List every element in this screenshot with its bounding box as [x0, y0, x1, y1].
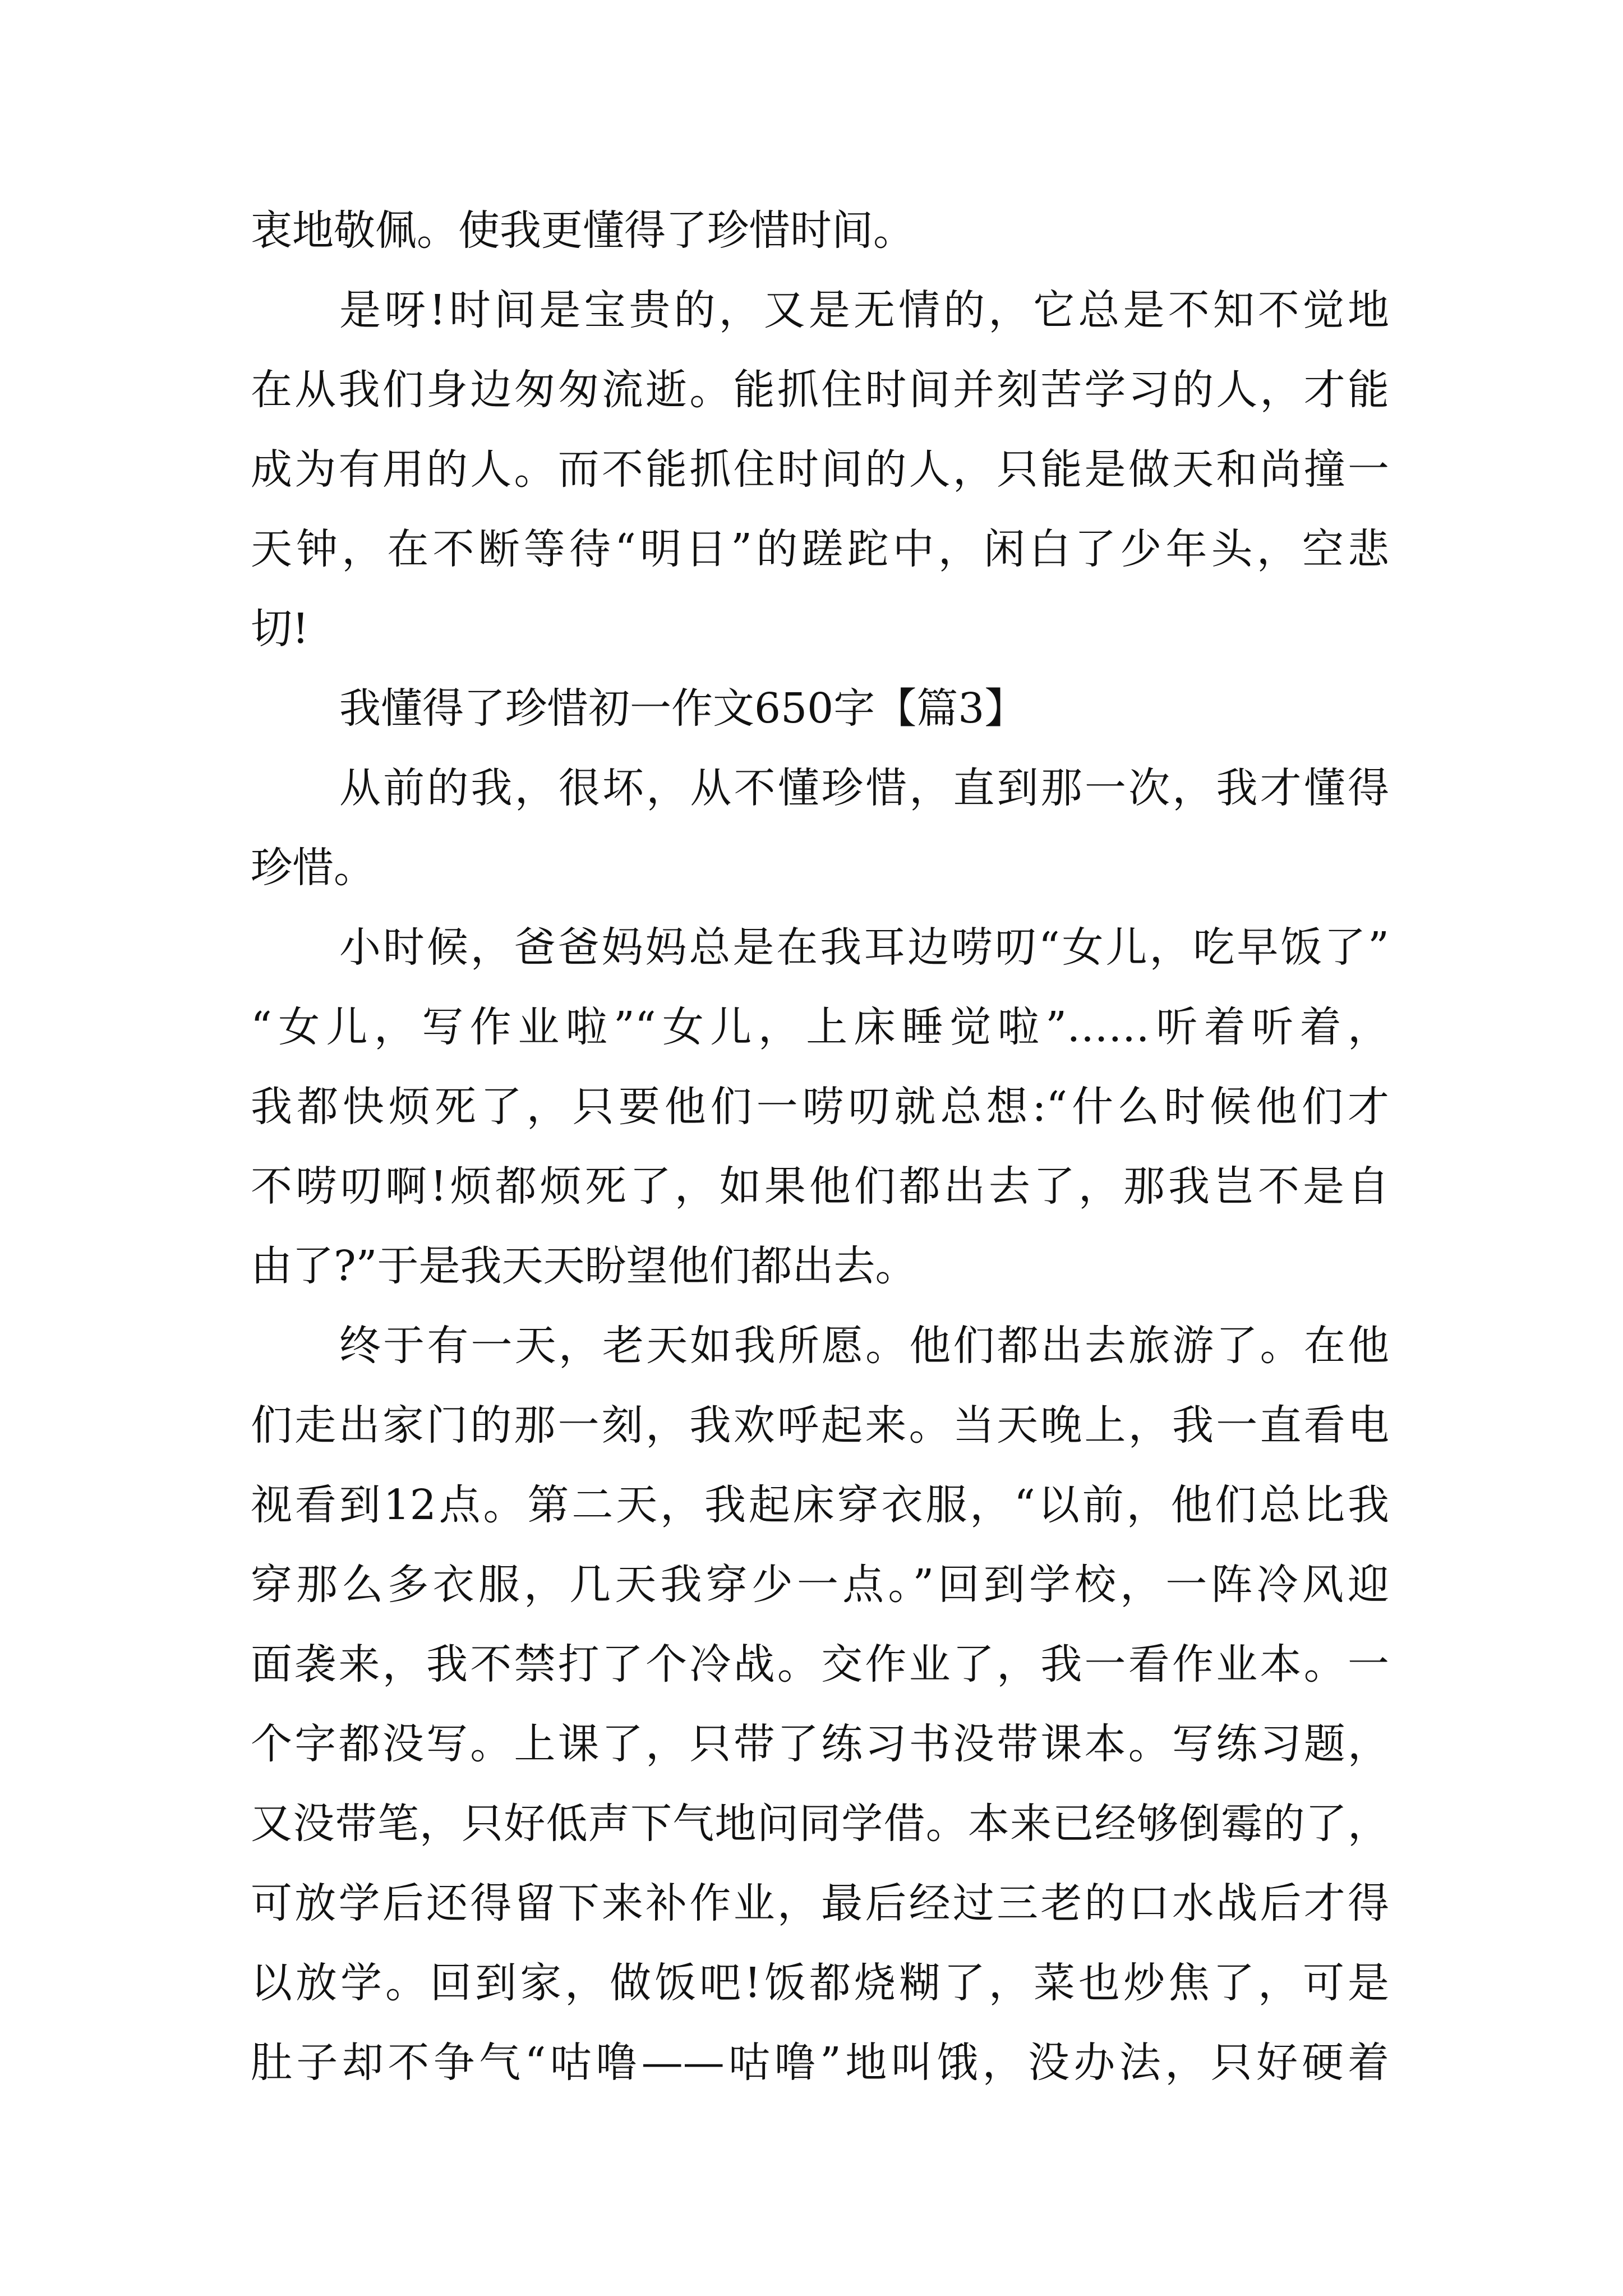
text-line: 我都快烦死了，只要他们一唠叨就总想:“什么时候他们才 [251, 1083, 1389, 1131]
text-line: 视看到12点。第二天，我起床穿衣服，“以前，他们总比我 [251, 1481, 1389, 1529]
section-heading: 我懂得了珍惜初一作文650字【篇3】 [339, 684, 1026, 733]
paragraph-start-line: 从前的我，很坏，从不懂珍惜，直到那一次，我才懂得 [339, 764, 1389, 812]
text-line: 又没带笔，只好低声下气地问同学借。本来已经够倒霉的了， [251, 1800, 1389, 1848]
text-line: 在从我们身边匆匆流逝。能抓住时间并刻苦学习的人，才能 [251, 366, 1389, 414]
text-line: 切! [251, 605, 309, 653]
paragraph-start-line: 小时候，爸爸妈妈总是在我耳边唠叨“女儿，吃早饭了” [339, 923, 1389, 972]
essay-text [251, 191, 1389, 2102]
text-line: 肚子却不争气“咕噜——咕噜”地叫饿，没办法，只好硬着 [251, 2039, 1389, 2087]
paragraph-start-line: 终于有一天，老天如我所愿。他们都出去旅游了。在他 [339, 1322, 1389, 1370]
text-line: 衷地敬佩。使我更懂得了珍惜时间。 [251, 206, 915, 255]
text-line: 可放学后还得留下来补作业，最后经过三老的口水战后才得 [251, 1879, 1389, 1927]
text-line: 面袭来，我不禁打了个冷战。交作业了，我一看作业本。一 [251, 1640, 1389, 1688]
text-line: 穿那么多衣服，几天我穿少一点。”回到学校，一阵冷风迎 [251, 1561, 1389, 1609]
text-line: 们走出家门的那一刻，我欢呼起来。当天晚上，我一直看电 [251, 1401, 1389, 1450]
text-line: 个字都没写。上课了，只带了练习书没带课本。写练习题， [251, 1720, 1389, 1768]
paragraph-start-line: 是呀!时间是宝贵的，又是无情的，它总是不知不觉地 [339, 286, 1389, 334]
text-line: 成为有用的人。而不能抓住时间的人，只能是做天和尚撞一 [251, 445, 1389, 494]
text-line: “女儿，写作业啦”“女儿，上床睡觉啦”……听着听着， [251, 1003, 1389, 1051]
text-line: 天钟，在不断等待“明日”的蹉跎中，闲白了少年头，空悲 [251, 525, 1389, 573]
text-line: 珍惜。 [251, 844, 375, 892]
text-line: 以放学。回到家，做饭吧!饭都烧糊了，菜也炒焦了，可是 [251, 1959, 1389, 2007]
text-line: 不唠叨啊!烦都烦死了，如果他们都出去了，那我岂不是自 [251, 1162, 1389, 1211]
text-line: 由了?”于是我天天盼望他们都出去。 [251, 1242, 917, 1290]
